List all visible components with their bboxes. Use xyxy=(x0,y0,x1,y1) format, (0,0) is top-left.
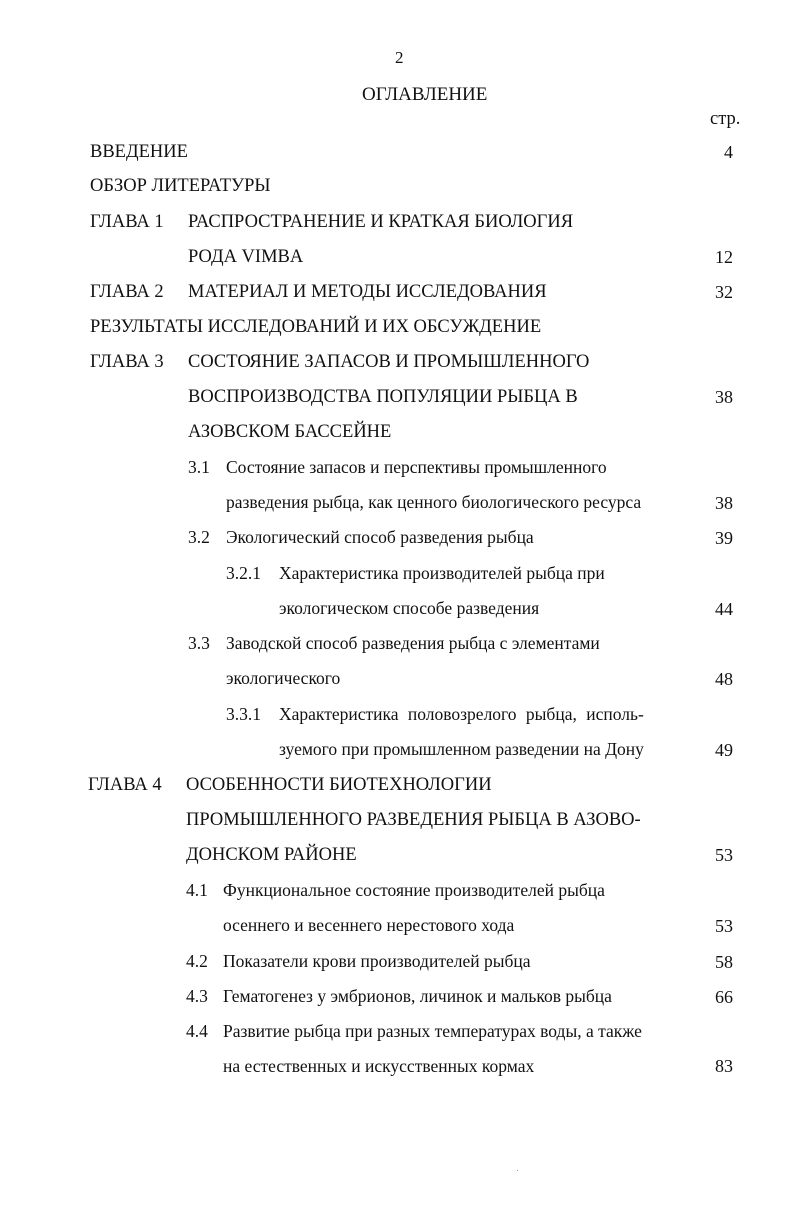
toc-section-number: 3.3 xyxy=(188,633,210,653)
toc-page-chapter-2: 32 xyxy=(715,282,733,302)
toc-section-number: 4.2 xyxy=(186,951,208,971)
toc-page-chapter-1: 12 xyxy=(715,247,733,267)
toc-entry-section-4-3[interactable]: Гематогенез у эмбрионов, личинок и мальков рыбца xyxy=(223,986,612,1006)
toc-chapter-number: ГЛАВА 4 xyxy=(88,775,162,795)
toc-entry-chapter-4[interactable]: ОСОБЕННОСТИ БИОТЕХНОЛОГИИ xyxy=(186,775,492,795)
toc-entry-chapter-3[interactable]: СОСТОЯНИЕ ЗАПАСОВ И ПРОМЫШЛЕННОГО xyxy=(188,352,590,372)
toc-entry-chapter-2[interactable]: МАТЕРИАЛ И МЕТОДЫ ИССЛЕДОВАНИЯ xyxy=(188,282,547,302)
toc-section-number: 4.3 xyxy=(186,986,208,1006)
toc-entry-intro[interactable]: ВВЕДЕНИЕ xyxy=(90,142,188,162)
toc-chapter-number: ГЛАВА 2 xyxy=(90,282,164,302)
toc-entry-literature-review[interactable]: ОБЗОР ЛИТЕРАТУРЫ xyxy=(90,176,271,196)
toc-entry-chapter-1[interactable]: РАСПРОСТРАНЕНИЕ И КРАТКАЯ БИОЛОГИЯ xyxy=(188,212,574,232)
toc-entry-section-4-1[interactable]: Функциональное состояние производителей рыбца xyxy=(223,880,605,900)
toc-entry-section-3-3[interactable]: Заводской способ разведения рыбца с элементами xyxy=(226,633,600,653)
page-column-header: стр. xyxy=(710,109,741,129)
scan-speck xyxy=(517,1170,518,1171)
toc-entry-subsection-3-3-1[interactable]: Характеристика половозрелого рыбца, исполь- xyxy=(279,704,644,724)
toc-page-chapter-3: 38 xyxy=(715,387,733,407)
toc-page-section-4-3: 66 xyxy=(715,987,733,1007)
toc-page-section-3-2: 39 xyxy=(715,528,733,548)
toc-entry-subsection-3-2-1-cont[interactable]: экологическом способе разведения xyxy=(279,598,540,618)
toc-entry-section-3-1[interactable]: Состояние запасов и перспективы промышленного xyxy=(226,457,607,477)
toc-entry-section-4-4[interactable]: Развитие рыбца при разных температурах воды, а также xyxy=(223,1021,642,1041)
toc-chapter-number: ГЛАВА 1 xyxy=(90,212,164,232)
toc-entry-section-3-3-cont[interactable]: экологического xyxy=(226,668,341,688)
toc-entry-chapter-4-cont[interactable]: ПРОМЫШЛЕННОГО РАЗВЕДЕНИЯ РЫБЦА В АЗОВО- xyxy=(186,810,641,830)
toc-page-chapter-4: 53 xyxy=(715,845,733,865)
toc-page-subsection-3-2-1: 44 xyxy=(715,599,733,619)
toc-page-section-4-2: 58 xyxy=(715,952,733,972)
toc-subsection-number: 3.2.1 xyxy=(226,563,261,583)
toc-entry-section-3-1-cont[interactable]: разведения рыбца, как ценного биологического ресурса xyxy=(226,492,642,512)
toc-entry-chapter-3-cont[interactable]: ВОСПРОИЗВОДСТВА ПОПУЛЯЦИИ РЫБЦА В xyxy=(188,387,578,407)
toc-page-subsection-3-3-1: 49 xyxy=(715,740,733,760)
toc-entry-results[interactable]: РЕЗУЛЬТАТЫ ИССЛЕДОВАНИЙ И ИХ ОБСУЖДЕНИЕ xyxy=(90,317,542,337)
toc-entry-subsection-3-3-1-cont[interactable]: зуемого при промышленном разведении на Дону xyxy=(279,739,644,759)
toc-entry-chapter-4-cont[interactable]: ДОНСКОМ РАЙОНЕ xyxy=(186,845,357,865)
toc-chapter-number: ГЛАВА 3 xyxy=(90,352,164,372)
toc-page-section-4-1: 53 xyxy=(715,916,733,936)
toc-page-section-3-1: 38 xyxy=(715,493,733,513)
toc-page-intro: 4 xyxy=(724,142,733,162)
toc-entry-section-3-2[interactable]: Экологический способ разведения рыбца xyxy=(226,527,534,547)
toc-entry-chapter-3-cont[interactable]: АЗОВСКОМ БАССЕЙНЕ xyxy=(188,422,392,442)
page-number: 2 xyxy=(395,48,404,67)
toc-entry-chapter-1-cont[interactable]: РОДА VIMBA xyxy=(188,247,304,267)
toc-entry-section-4-2[interactable]: Показатели крови производителей рыбца xyxy=(223,951,531,971)
toc-entry-subsection-3-2-1[interactable]: Характеристика производителей рыбца при xyxy=(279,563,605,583)
toc-section-number: 4.1 xyxy=(186,880,208,900)
toc-section-number: 4.4 xyxy=(186,1021,208,1041)
toc-subsection-number: 3.3.1 xyxy=(226,704,261,724)
toc-section-number: 3.1 xyxy=(188,457,210,477)
toc-page-section-3-3: 48 xyxy=(715,669,733,689)
toc-entry-section-4-4-cont[interactable]: на естественных и искусственных кормах xyxy=(223,1056,535,1076)
toc-section-number: 3.2 xyxy=(188,527,210,547)
toc-entry-section-4-1-cont[interactable]: осеннего и весеннего нерестового хода xyxy=(223,915,515,935)
toc-title: ОГЛАВЛЕНИЕ xyxy=(362,84,488,105)
toc-page-section-4-4: 83 xyxy=(715,1056,733,1076)
